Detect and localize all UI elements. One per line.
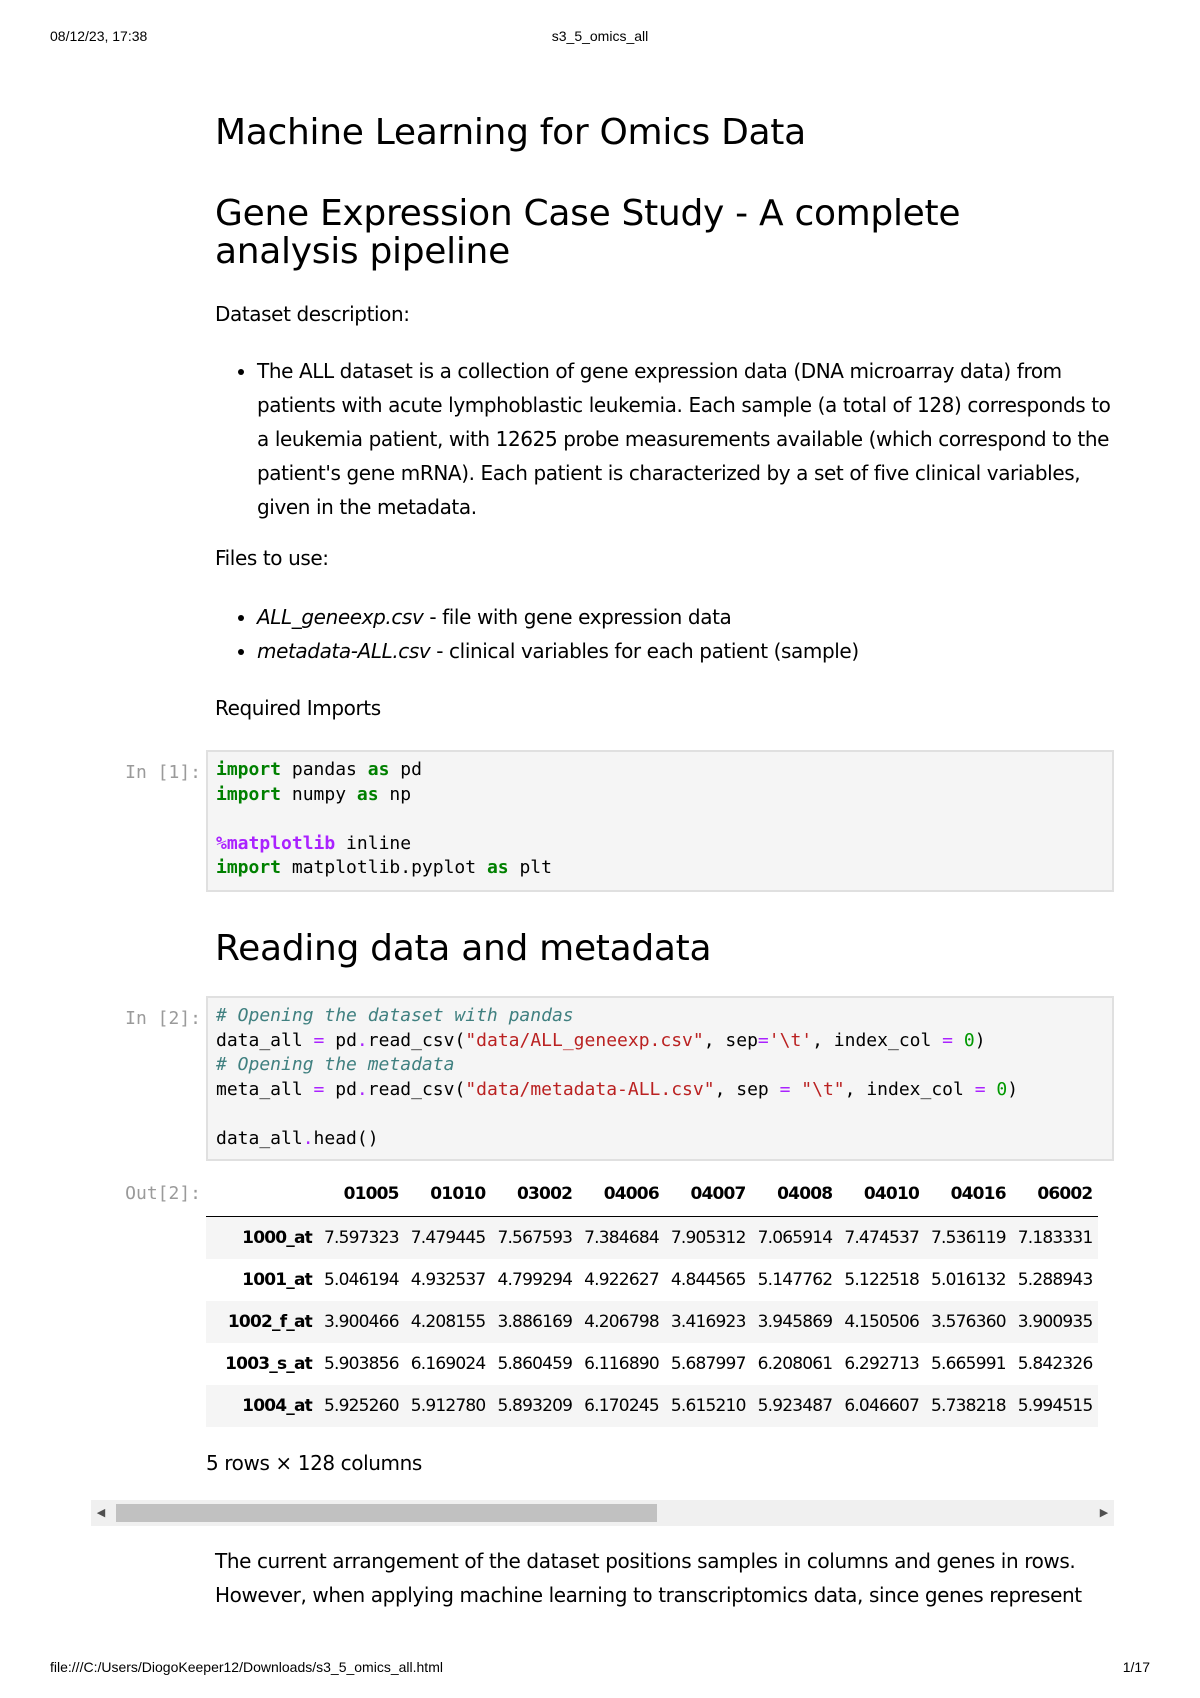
table-cell: 7.905312 [670,1228,746,1248]
table-cell: 6.169024 [410,1354,486,1374]
table-cell: 5.994515 [1017,1396,1093,1416]
code-cell-read-data[interactable]: # Opening the dataset with pandas data_all = pd.read_csv("data/ALL_geneexp.csv", sep='\t', index_col = 0) # Opening the metadata meta_all = pd.read_csv("data/metadata-ALL.csv", sep = "\t", index_col = 0) data_all.head() [206,996,1114,1161]
column-header: 06002 [1012,1172,1099,1217]
row-index: 1001_at [242,1270,312,1290]
required-imports-label: Required Imports [215,696,381,720]
column-header: 01010 [405,1172,492,1217]
table-cell: 7.479445 [410,1228,486,1248]
table-cell: 7.536119 [931,1228,1006,1248]
table-cell: 4.799294 [497,1270,573,1290]
table-cell: 7.567593 [497,1228,573,1248]
table-cell: 6.116890 [584,1354,659,1374]
dataframe-output [206,1172,1114,1482]
table-cell: 5.893209 [497,1396,573,1416]
table-cell: 5.615210 [670,1396,746,1416]
row-index: 1002_f_at [227,1312,312,1332]
column-header: 01005 [318,1172,405,1217]
dataframe-table [206,1172,1098,1427]
table-cell: 4.206798 [584,1312,659,1332]
table-cell: 7.597323 [324,1228,399,1248]
code-cell-imports[interactable]: import pandas as pd import numpy as np %matplotlib inline import matplotlib.pyplot as plt [206,750,1114,892]
column-header: 04010 [838,1172,925,1217]
table-cell: 5.738218 [931,1396,1006,1416]
table-cell: 5.016132 [931,1270,1006,1290]
table-cell: 3.886169 [497,1312,573,1332]
table-cell: 5.923487 [757,1396,833,1416]
table-cell: 4.844565 [670,1270,746,1290]
dataframe-shape: 5 rows × 128 columns [206,1451,422,1475]
table-cell: 3.576360 [931,1312,1006,1332]
dataset-description-item: • The ALL dataset is a collection of gene expression data (DNA microarray data) from patients with acute lymphoblastic leukemia. Each sample (a total of 128) corresponds to a leukemia patient, with 12625 probe measurements available (which correspond to the patient's gene mRNA). Each patient is characterized by a set of five clinical variables, given in the metadata. [257,354,1117,524]
file-name: ALL_geneexp.csv [257,605,424,629]
print-header [50,28,1150,48]
column-header: 04016 [925,1172,1012,1217]
table-cell: 7.183331 [1017,1228,1093,1248]
scroll-right-icon[interactable]: ▶ [1099,1506,1109,1519]
table-cell: 7.474537 [844,1228,920,1248]
table-cell: 5.860459 [497,1354,573,1374]
file-item [257,600,1137,634]
dataset-description-label: Dataset description: [215,302,410,326]
file-desc: - file with gene expression data [423,605,732,629]
table-row [206,1217,1098,1260]
horizontal-scrollbar[interactable] [91,1500,1114,1526]
dataset-description-list [215,354,1117,524]
print-page-number: 1/17 [1122,1659,1150,1675]
row-index: 1004_at [242,1396,312,1416]
print-date: 08/12/23, 17:38 [50,28,148,44]
table-cell: 5.147762 [757,1270,833,1290]
table-cell: 5.687997 [670,1354,746,1374]
table-cell: 3.900935 [1017,1312,1093,1332]
table-cell: 5.925260 [324,1396,399,1416]
table-cell: 3.900466 [324,1312,399,1332]
section-title-gene-expression: Gene Expression Case Study - A complete analysis pipeline [215,193,961,272]
scrollbar-thumb[interactable] [116,1504,657,1522]
table-cell: 5.912780 [410,1396,486,1416]
file-desc: - clinical variables for each patient (sample) [430,639,859,663]
column-header: 04008 [752,1172,839,1217]
print-doc-title: s3_5_omics_all [551,28,649,44]
table-cell: 4.932537 [410,1270,486,1290]
scroll-left-icon[interactable]: ◀ [96,1506,106,1519]
table-row [206,1259,1098,1301]
file-item [257,634,1137,668]
table-row [206,1301,1098,1343]
table-cell: 5.288943 [1017,1270,1093,1290]
table-cell: 5.903856 [324,1354,399,1374]
column-header: 04006 [578,1172,665,1217]
table-cell: 5.122518 [844,1270,920,1290]
table-cell: 6.292713 [844,1354,920,1374]
table-cell: 5.842326 [1017,1354,1093,1374]
cell-prompt-in-2: In [2]: [125,1008,201,1029]
trailing-paragraph: The current arrangement of the dataset positions samples in columns and genes in rows. However, when applying machine learning to transcriptomics data, since genes represent [215,1549,1082,1607]
row-index: 1003_s_at [225,1354,312,1374]
page-title: Machine Learning for Omics Data [215,112,806,153]
column-header: 04007 [665,1172,752,1217]
table-cell: 4.922627 [584,1270,659,1290]
row-index: 1000_at [242,1228,312,1248]
table-cell: 7.065914 [757,1228,833,1248]
table-header-row [206,1172,1098,1217]
print-footer [50,1659,1150,1679]
files-list [215,600,1137,668]
files-label: Files to use: [215,546,329,570]
cell-prompt-out-2: Out[2]: [125,1183,201,1204]
table-row [206,1385,1098,1427]
cell-prompt-in-1: In [1]: [125,762,201,783]
table-cell: 3.945869 [757,1312,833,1332]
table-row [206,1343,1098,1385]
section-title-reading-data: Reading data and metadata [215,928,712,969]
column-header: 03002 [491,1172,578,1217]
table-cell: 3.416923 [670,1312,746,1332]
index-header [206,1172,318,1217]
file-name: metadata-ALL.csv [257,639,431,663]
table-cell: 7.384684 [584,1228,659,1248]
table-cell: 5.665991 [931,1354,1006,1374]
table-cell: 6.208061 [757,1354,833,1374]
table-cell: 4.208155 [410,1312,486,1332]
table-cell: 6.170245 [584,1396,659,1416]
table-cell: 5.046194 [324,1270,399,1290]
print-file-path: file:///C:/Users/DiogoKeeper12/Downloads/s3_5_omics_all.html [50,1659,443,1675]
table-cell: 6.046607 [844,1396,920,1416]
table-cell: 4.150506 [844,1312,920,1332]
